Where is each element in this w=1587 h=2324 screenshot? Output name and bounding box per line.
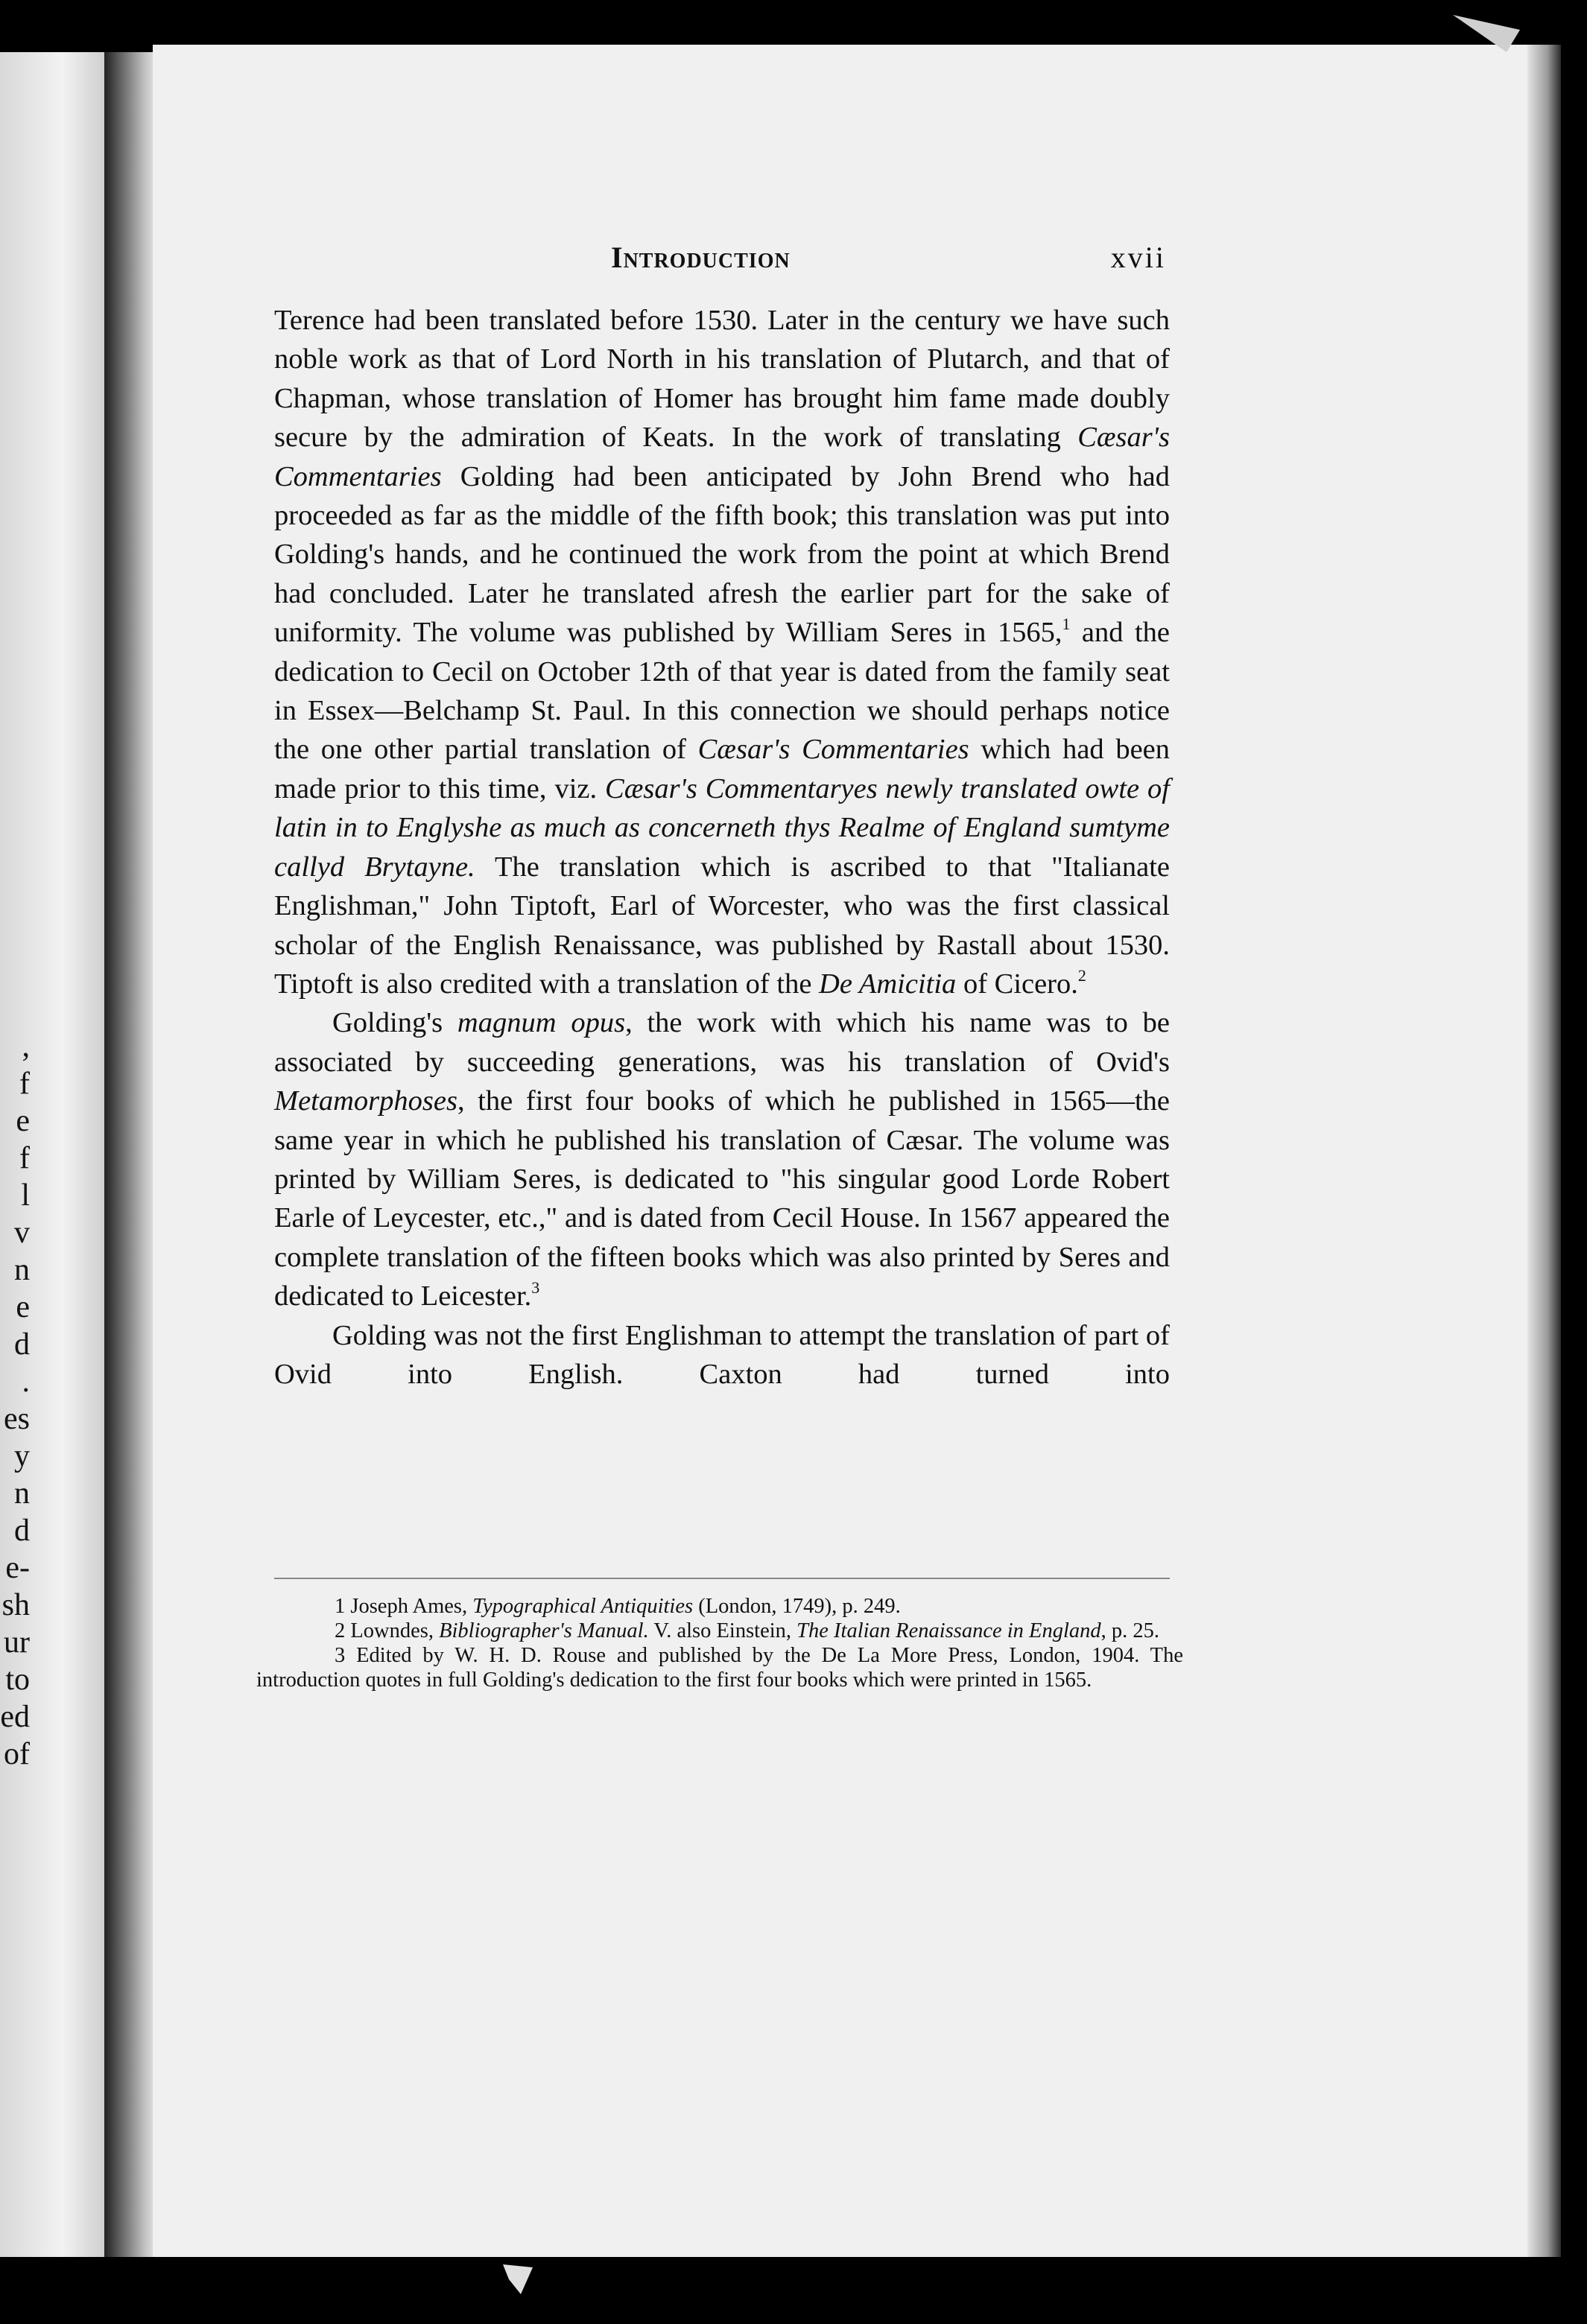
footnote-ref: 2 — [1077, 965, 1086, 985]
text-run: 1 Joseph Ames, — [335, 1595, 473, 1618]
book-gutter-shadow — [104, 52, 156, 2257]
text-run: Golding's — [332, 1007, 457, 1039]
text-run: 2 Lowndes, — [335, 1619, 440, 1642]
footnote — [256, 1643, 1183, 1692]
facing-page-fragment: ur — [4, 1625, 30, 1660]
facing-page-fragment: n — [14, 1476, 30, 1511]
facing-page-fragment: l — [21, 1178, 30, 1213]
footnote — [256, 1594, 1183, 1619]
facing-page-fragment: f — [19, 1067, 30, 1101]
facing-page-fragment: d — [14, 1514, 30, 1548]
text-run: Golding had been anticipated by John Brend who had proceeded as far as the middle of the fifth book; this translation was put into Golding's hands, and he continued the work from the point at which Brend had concluded. Later he translated afresh the earlier part for the sake of uniformity. The volume was published by William Seres in 1565, — [274, 460, 1170, 649]
text-run: of Cicero. — [956, 968, 1078, 1000]
text-run: and the dedication to Cecil on October 12th of that year is dated from the family seat in Essex—Belchamp St. Paul. In this connection we should perhaps notice the one other partial translation of — [274, 617, 1171, 766]
text-run: which had been made prior to this time, viz. — [274, 734, 1170, 804]
facing-page-text-fragments — [0, 1028, 30, 1773]
running-title: Introduction — [611, 241, 791, 274]
footnote — [256, 1619, 1183, 1643]
text-run: Golding was not the first Englishman to attempt the translation of part of Ovid into English. Caxton had turned into — [274, 1319, 1170, 1390]
facing-page-fragment: n — [14, 1253, 30, 1287]
facing-page-fragment: ed — [0, 1700, 30, 1734]
italic-text: magnum opus — [457, 1007, 626, 1039]
facing-page-fragment: of — [4, 1737, 30, 1771]
paragraph — [274, 1316, 1170, 1394]
facing-page-fragment: d — [14, 1327, 30, 1362]
text-run: The translation which is ascribed to that "Italianate Englishman," John Tiptoft, Earl of Worcester, who was the first classical scholar of the English Renaissance, was published by Rastall about 1530. Tiptoft is also credited with a translation of the — [274, 851, 1171, 1000]
facing-page-fragment: . — [22, 1365, 30, 1399]
page-tab-artifact — [503, 2264, 533, 2294]
italic-text: The Italian Renaissance in England — [796, 1619, 1101, 1642]
text-run: , the first four books of which he published in 1565—the same year in which he published his translation of Cæsar. The volume was printed by William Seres, is dedicated to "his singular good Lorde Robert Earle of Leycester, etc.," and is dated from Cecil House. In 1567 appeared the complete translation of the fifteen books which was also printed by Seres and dedicated to Leicester. — [274, 1085, 1170, 1312]
text-run: Terence had been translated before 1530. Later in the century we have such noble work as that of Lord North in his translation of Plutarch, and that of Chapman, whose translation of Homer has brought him fame made doubly secure by the admiration of Keats. In the work of translating — [274, 305, 1170, 454]
facing-page-fragment: y — [14, 1439, 30, 1473]
facing-page-fragment: f — [19, 1141, 30, 1175]
italic-text: Bibliographer's Manual. — [439, 1619, 649, 1642]
text-run: (London, 1749), p. 249. — [693, 1595, 901, 1618]
italic-text: Typographical Antiquities — [472, 1595, 694, 1618]
paragraph — [274, 1003, 1170, 1315]
footnote-ref: 3 — [531, 1278, 540, 1298]
facing-page-fragment: es — [4, 1402, 30, 1436]
text-run: V. also Einstein, — [648, 1619, 797, 1642]
footnote-ref: 1 — [1062, 615, 1071, 634]
footnote-rule — [274, 1578, 1170, 1579]
facing-page-fragment: to — [5, 1663, 30, 1697]
facing-page-fragment: e — [16, 1104, 30, 1138]
footnotes — [256, 1594, 1183, 1692]
italic-text: Cæsar's Commentaries — [697, 734, 969, 766]
paragraph — [274, 301, 1170, 1003]
facing-page-fragment: sh — [1, 1588, 30, 1622]
facing-page-fragment: e — [16, 1290, 30, 1324]
text-run: , p. 25. — [1100, 1619, 1159, 1642]
facing-page-fragment: e- — [5, 1551, 30, 1585]
italic-text: De Amicitia — [819, 968, 957, 1000]
text-run: , the work with which his name was to be associated by succeeding generations, was his translation of Ovid's — [274, 1007, 1171, 1078]
italic-text: Cæsar's Commentaries — [274, 422, 1170, 492]
facing-page-fragment: v — [14, 1216, 30, 1250]
italic-text: Cæsar's Commentaryes newly translated owte of latin in to Englyshe as much as concerneth thys Realme of England sumtyme callyd Brytayne. — [274, 772, 1170, 883]
facing-page-fragment: , — [22, 1029, 30, 1064]
text-run: 3 Edited by W. H. D. Rouse and published by the De La More Press, London, 1904. The introduction quotes in full Golding's dedication to the first four books which were printed in 1565. — [256, 1644, 1183, 1692]
italic-text: Metamorphoses — [274, 1085, 457, 1117]
page-number: xvii — [1110, 241, 1166, 274]
running-head — [272, 240, 1166, 285]
page-right-edge — [1527, 45, 1561, 2257]
body-text — [274, 301, 1170, 1394]
